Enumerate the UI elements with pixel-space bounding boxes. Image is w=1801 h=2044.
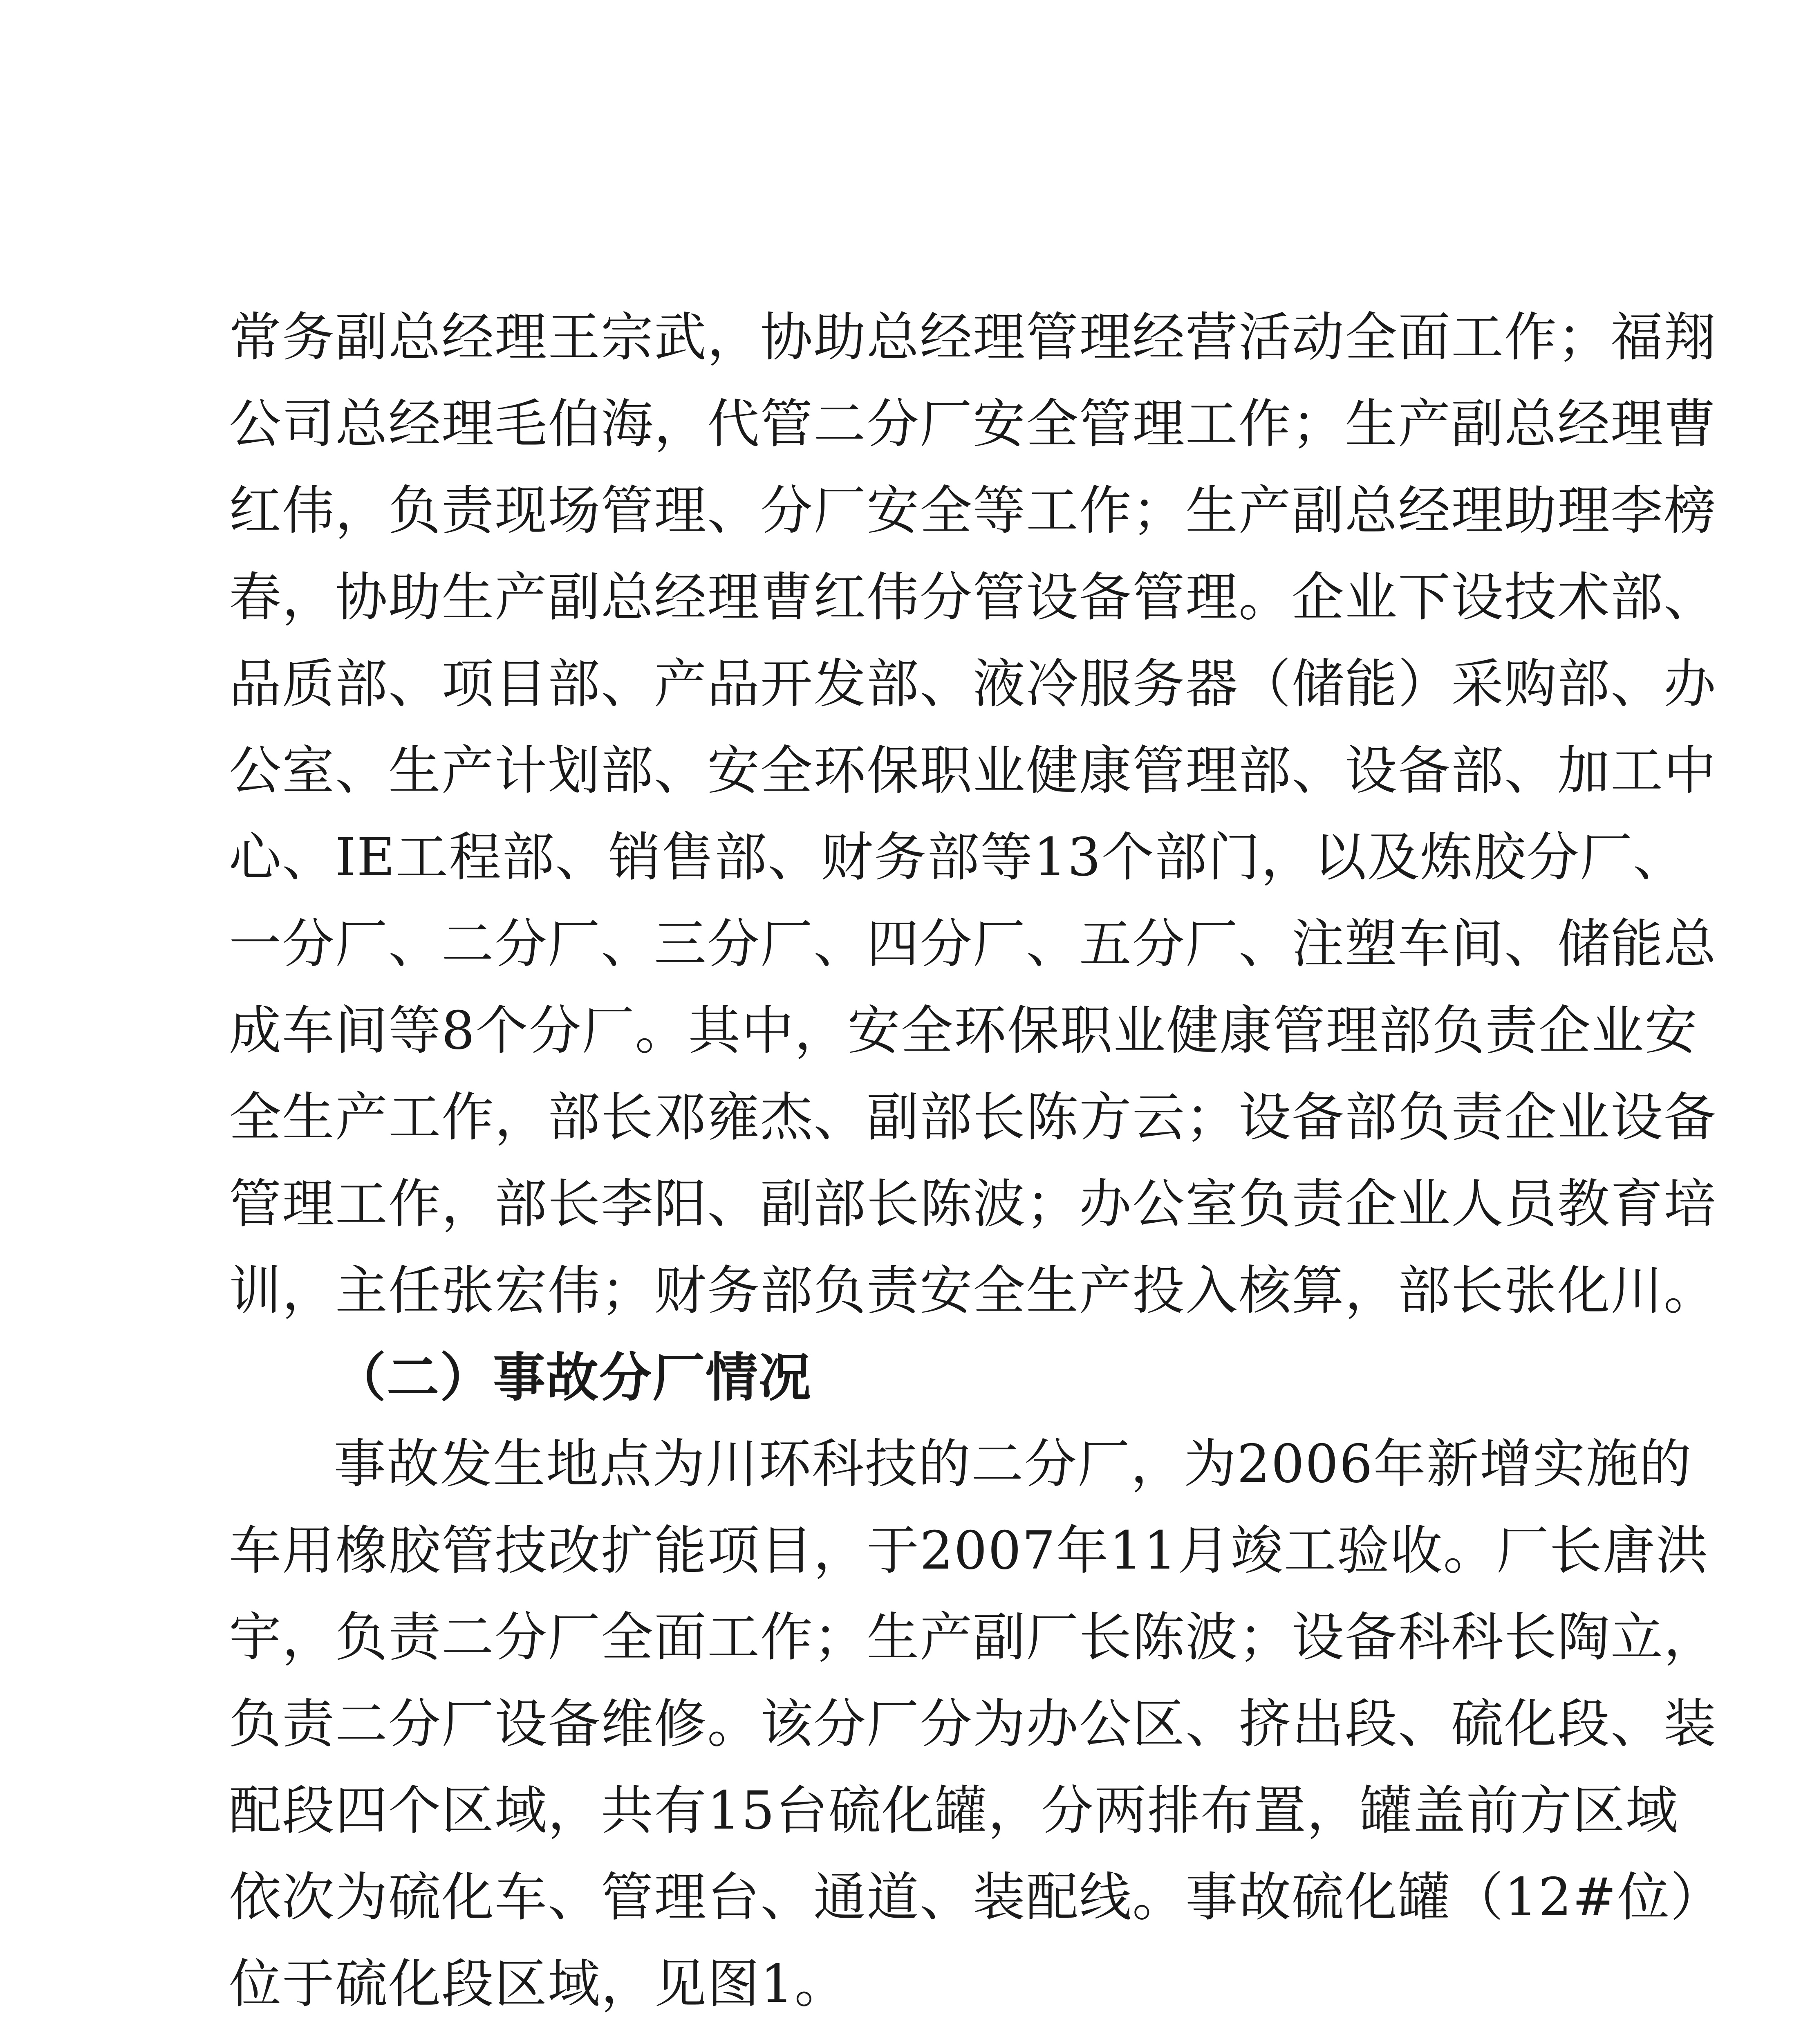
paragraph-1-line: 公司总经理毛伯海，代管二分厂安全管理工作；生产副总经理曹 — [229, 394, 1717, 455]
paragraph-1-line: 训，主任张宏伟；财务部负责安全生产投入核算，部长张化川。 — [229, 1260, 1717, 1321]
paragraph-1-line: 品质部、项目部、产品开发部、液冷服务器（储能）采购部、办 — [229, 654, 1717, 715]
paragraph-2-line: 宇，负责二分厂全面工作；生产副厂长陈波；设备科科长陶立， — [229, 1607, 1717, 1668]
paragraph-2-line: 位于硫化段区域，见图1。 — [229, 1954, 848, 2015]
paragraph-1-line: 成车间等8个分厂。其中，安全环保职业健康管理部负责企业安 — [229, 1000, 1698, 1061]
paragraph-1-line: 全生产工作，部长邓雍杰、副部长陈方云；设备部负责企业设备 — [229, 1087, 1717, 1148]
paragraph-2-line: 负责二分厂设备维修。该分厂分为办公区、挤出段、硫化段、装 — [229, 1694, 1717, 1755]
paragraph-1-line: 常务副总经理王宗武，协助总经理管理经营活动全面工作；福翔 — [229, 307, 1717, 368]
paragraph-1-line: 春，协助生产副总经理曹红伟分管设备管理。企业下设技术部、 — [229, 567, 1717, 628]
paragraph-1-line: 公室、生产计划部、安全环保职业健康管理部、设备部、加工中 — [229, 740, 1717, 801]
paragraph-1-line: 心、IE工程部、销售部、财务部等13个部门，以及炼胶分厂、 — [229, 827, 1686, 888]
paragraph-1-line: 管理工作，部长李阳、副部长陈波；办公室负责企业人员教育培 — [229, 1174, 1717, 1235]
document-body — [229, 294, 1724, 2028]
paragraph-1-line: 红伟，负责现场管理、分厂安全等工作；生产副总经理助理李榜 — [229, 480, 1717, 541]
section-heading: （二）事故分厂情况 — [334, 1347, 812, 1408]
paragraph-2-line: 事故发生地点为川环科技的二分厂，为2006年新增实施的 — [334, 1434, 1692, 1495]
paragraph-2-line: 依次为硫化车、管理台、通道、装配线。事故硫化罐（12#位） — [229, 1867, 1724, 1928]
paragraph-1-line: 一分厂、二分厂、三分厂、四分厂、五分厂、注塑车间、储能总 — [229, 914, 1717, 975]
paragraph-2-line: 车用橡胶管技改扩能项目，于2007年11月竣工验收。厂长唐洪 — [229, 1520, 1709, 1581]
paragraph-2-line: 配段四个区域，共有15台硫化罐，分两排布置，罐盖前方区域 — [229, 1780, 1679, 1841]
